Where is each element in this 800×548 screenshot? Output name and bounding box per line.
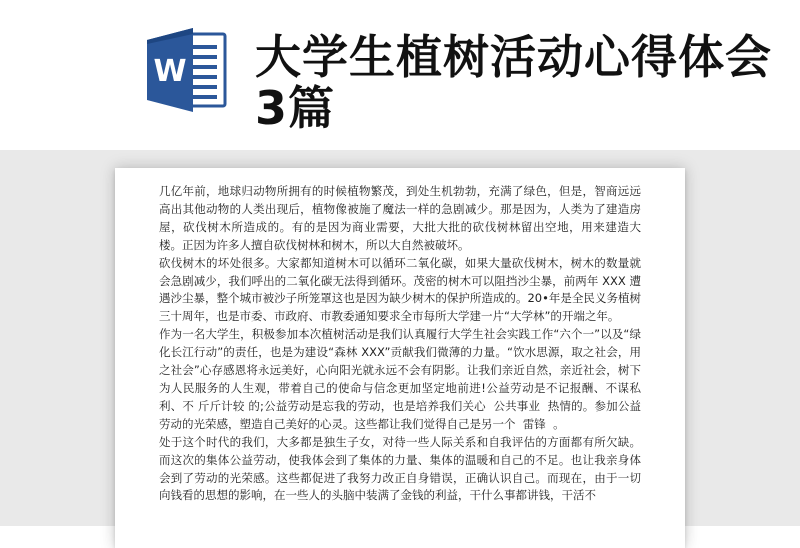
- document-title: 大学生植树活动心得体会3篇: [255, 30, 772, 135]
- page-header: [0, 0, 800, 150]
- word-icon-letter: W: [153, 54, 187, 89]
- word-document-icon: [147, 28, 229, 112]
- document-page: [115, 168, 685, 548]
- document-body-text: 几亿年前，地球归动物所拥有的时候植物繁茂，到处生机勃勃，充满了绿色，但是，智商远远高出其他动物的人类出现后，植物像被施了魔法一样的急剧减少。那是因为，人类为了建造房屋，砍伐树木所造成的。有的是因为商业需要，大批大批的砍伐树林留出空地，用来建造大楼。正因为许多人擅自砍伐树林和树木，所以大自然被破坏。 砍伐树木的坏处很多。大家都知道树木可以循环二氧化碳，如果大量砍伐树木，树木的数量就会急剧减少，我们呼出的二氧化碳无法得到循环。茂密的树木可以阻挡沙尘暴，前两年 XXX 遭遇沙尘暴，整个城市被沙子所笼罩这也是因为缺少树木的保护所造成的。20•年是全民义务植树三十周年，也是市委、市政府、市教委通知要求全市每所大学建一片“大学林”的开端之年。 作为一名大学生，积极参加本次植树活动是我们认真履行大学生社会实践工作“六个一”以及“绿化长江行动”的责任，也是为建设“森林 XXX”贡献我们微薄的力量。“饮水思源，取之社会，用之社会”心存感恩将永远美好，心向阳光就永远不会有阴影。让我们亲近自然，亲近社会，树下为人民服务的人生观，带着自己的使命与信念更加坚定地前进!公益劳动是不记报酬、不谋私利、不 斤斤计较 的;公益劳动是忘我的劳动，也是培养我们关心 公共事业 热情的。参加公益劳动的光荣感，塑造自己美好的心灵。这些都让我们觉得自己是另一个 雷锋 。 处于这个时代的我们，大多都是独生子女，对待一些人际关系和自我评估的方面都有所欠缺。而这次的集体公益劳动，使我体会到了集体的力量、集体的温暖和自己的不足。也让我亲身体会到了劳动的光荣感。这些都促进了我努力改正自身错误，正确认识自己。而现在，由于一切向钱看的思想的影响，在一些人的头脑中装满了金钱的利益，干什么事都讲钱，干活不: [159, 184, 641, 503]
